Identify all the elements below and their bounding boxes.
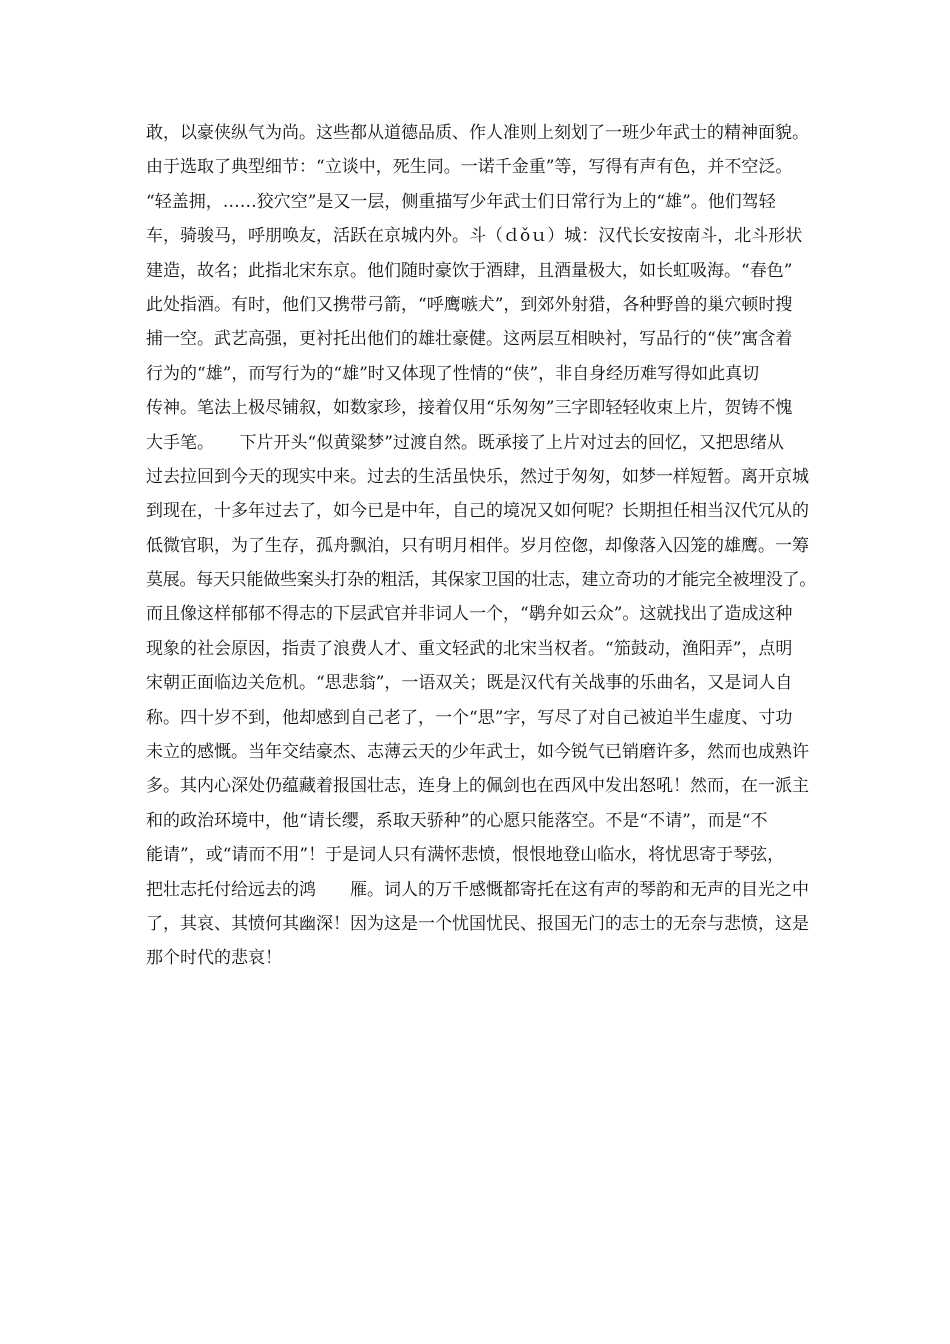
text-line: 了，其哀、其愤何其幽深！因为这是一个忧国忧民、报国无门的志士的无奈与悲愤，这是: [146, 913, 809, 934]
text-line: 行为的“雄”，而写行为的“雄”时又体现了性情的“侠”，非自身经历难写得如此真切: [146, 363, 760, 384]
text-line: 多。其内心深处仍蕴藏着报国壮志，连身上的佩剑也在西风中发出怒吼！然而，在一派主: [146, 776, 809, 797]
text-line: 把壮志托付给远去的鸿 雁。词人的万千感慨都寄托在这有声的琴韵和无声的目光之中: [146, 879, 809, 900]
text-line: 建造，故名；此指北宋东京。他们随时豪饮于酒肆，且酒量极大，如长虹吸海。“春色”: [146, 260, 793, 281]
text-line: 传神。笔法上极尽铺叙，如数家珍，接着仅用“乐匆匆”三字即轻轻收束上片，贺铸不愧: [146, 398, 793, 419]
text-line: 现象的社会原因，指责了浪费人才、重文轻武的北宋当权者。“笳鼓动，渔阳弄”，点明: [146, 638, 793, 659]
text-line: 低微官职，为了生存，孤舟飘泊，只有明月相伴。岁月倥偬，却像落入囚笼的雄鹰。一筹: [146, 535, 809, 556]
text-line: 捕一空。武艺高强，更衬托出他们的雄壮豪健。这两层互相映衬，写品行的“侠”寓含着: [146, 329, 793, 350]
text-line: 此处指酒。有时，他们又携带弓箭，“呼鹰嗾犬”，到郊外射猎，各种野兽的巢穴顿时搜: [146, 294, 793, 315]
text-line: 敢，以豪侠纵气为尚。这些都从道德品质、作人准则上刻划了一班少年武士的精神面貌。: [146, 123, 809, 143]
text-line: 未立的感慨。当年交结豪杰、志薄云天的少年武士，如今锐气已销磨许多，然而也成熟许: [146, 742, 809, 763]
text-line: 车，骑骏马，呼朋唤友，活跃在京城内外。斗（ｄǒｕ）城：汉代长安按南斗，北斗形状: [146, 226, 803, 247]
text-line: 能请”，或“请而不用”！于是词人只有满怀悲愤，恨恨地登山临水，将忧思寄于琴弦，: [146, 845, 785, 866]
text-line: 宋朝正面临边关危机。“思悲翁”，一语双关；既是汉代有关战事的乐曲名，又是词人自: [146, 673, 793, 694]
text-line: 大手笔。 下片开头“似黄粱梦”过渡自然。既承接了上片对过去的回忆，又把思绪从: [146, 432, 784, 453]
text-line: “轻盖拥，……狡穴空”是又一层，侧重描写少年武士们日常行为上的“雄”。他们驾轻: [146, 191, 776, 212]
text-line: 莫展。每天只能做些案头打杂的粗活，其保家卫国的壮志，建立奇功的才能完全被埋没了。: [146, 570, 816, 591]
text-line: 称。四十岁不到，他却感到自己老了，一个“思”字，写尽了对自己被迫半生虚度、寸功: [146, 707, 793, 728]
body-text: [146, 123, 816, 983]
text-line: 到现在，十多年过去了，如今已是中年，自己的境况又如何呢？长期担任相当汉代冗从的: [146, 501, 809, 522]
text-line: 而且像这样郁郁不得志的下层武官并非词人一个，“鹖弁如云众”。这就找出了造成这种: [146, 604, 793, 625]
text-line: 和的政治环境中，他“请长缨，系取天骄种”的心愿只能落空。不是“不请”，而是“不: [146, 810, 768, 831]
text-line: 由于选取了典型细节：“立谈中，死生同。一诺千金重”等，写得有声有色，并不空泛。: [146, 157, 793, 178]
text-line: 那个时代的悲哀！: [146, 948, 282, 969]
text-line: 过去拉回到今天的现实中来。过去的生活虽快乐，然过于匆匆，如梦一样短暂。离开京城: [146, 466, 809, 487]
